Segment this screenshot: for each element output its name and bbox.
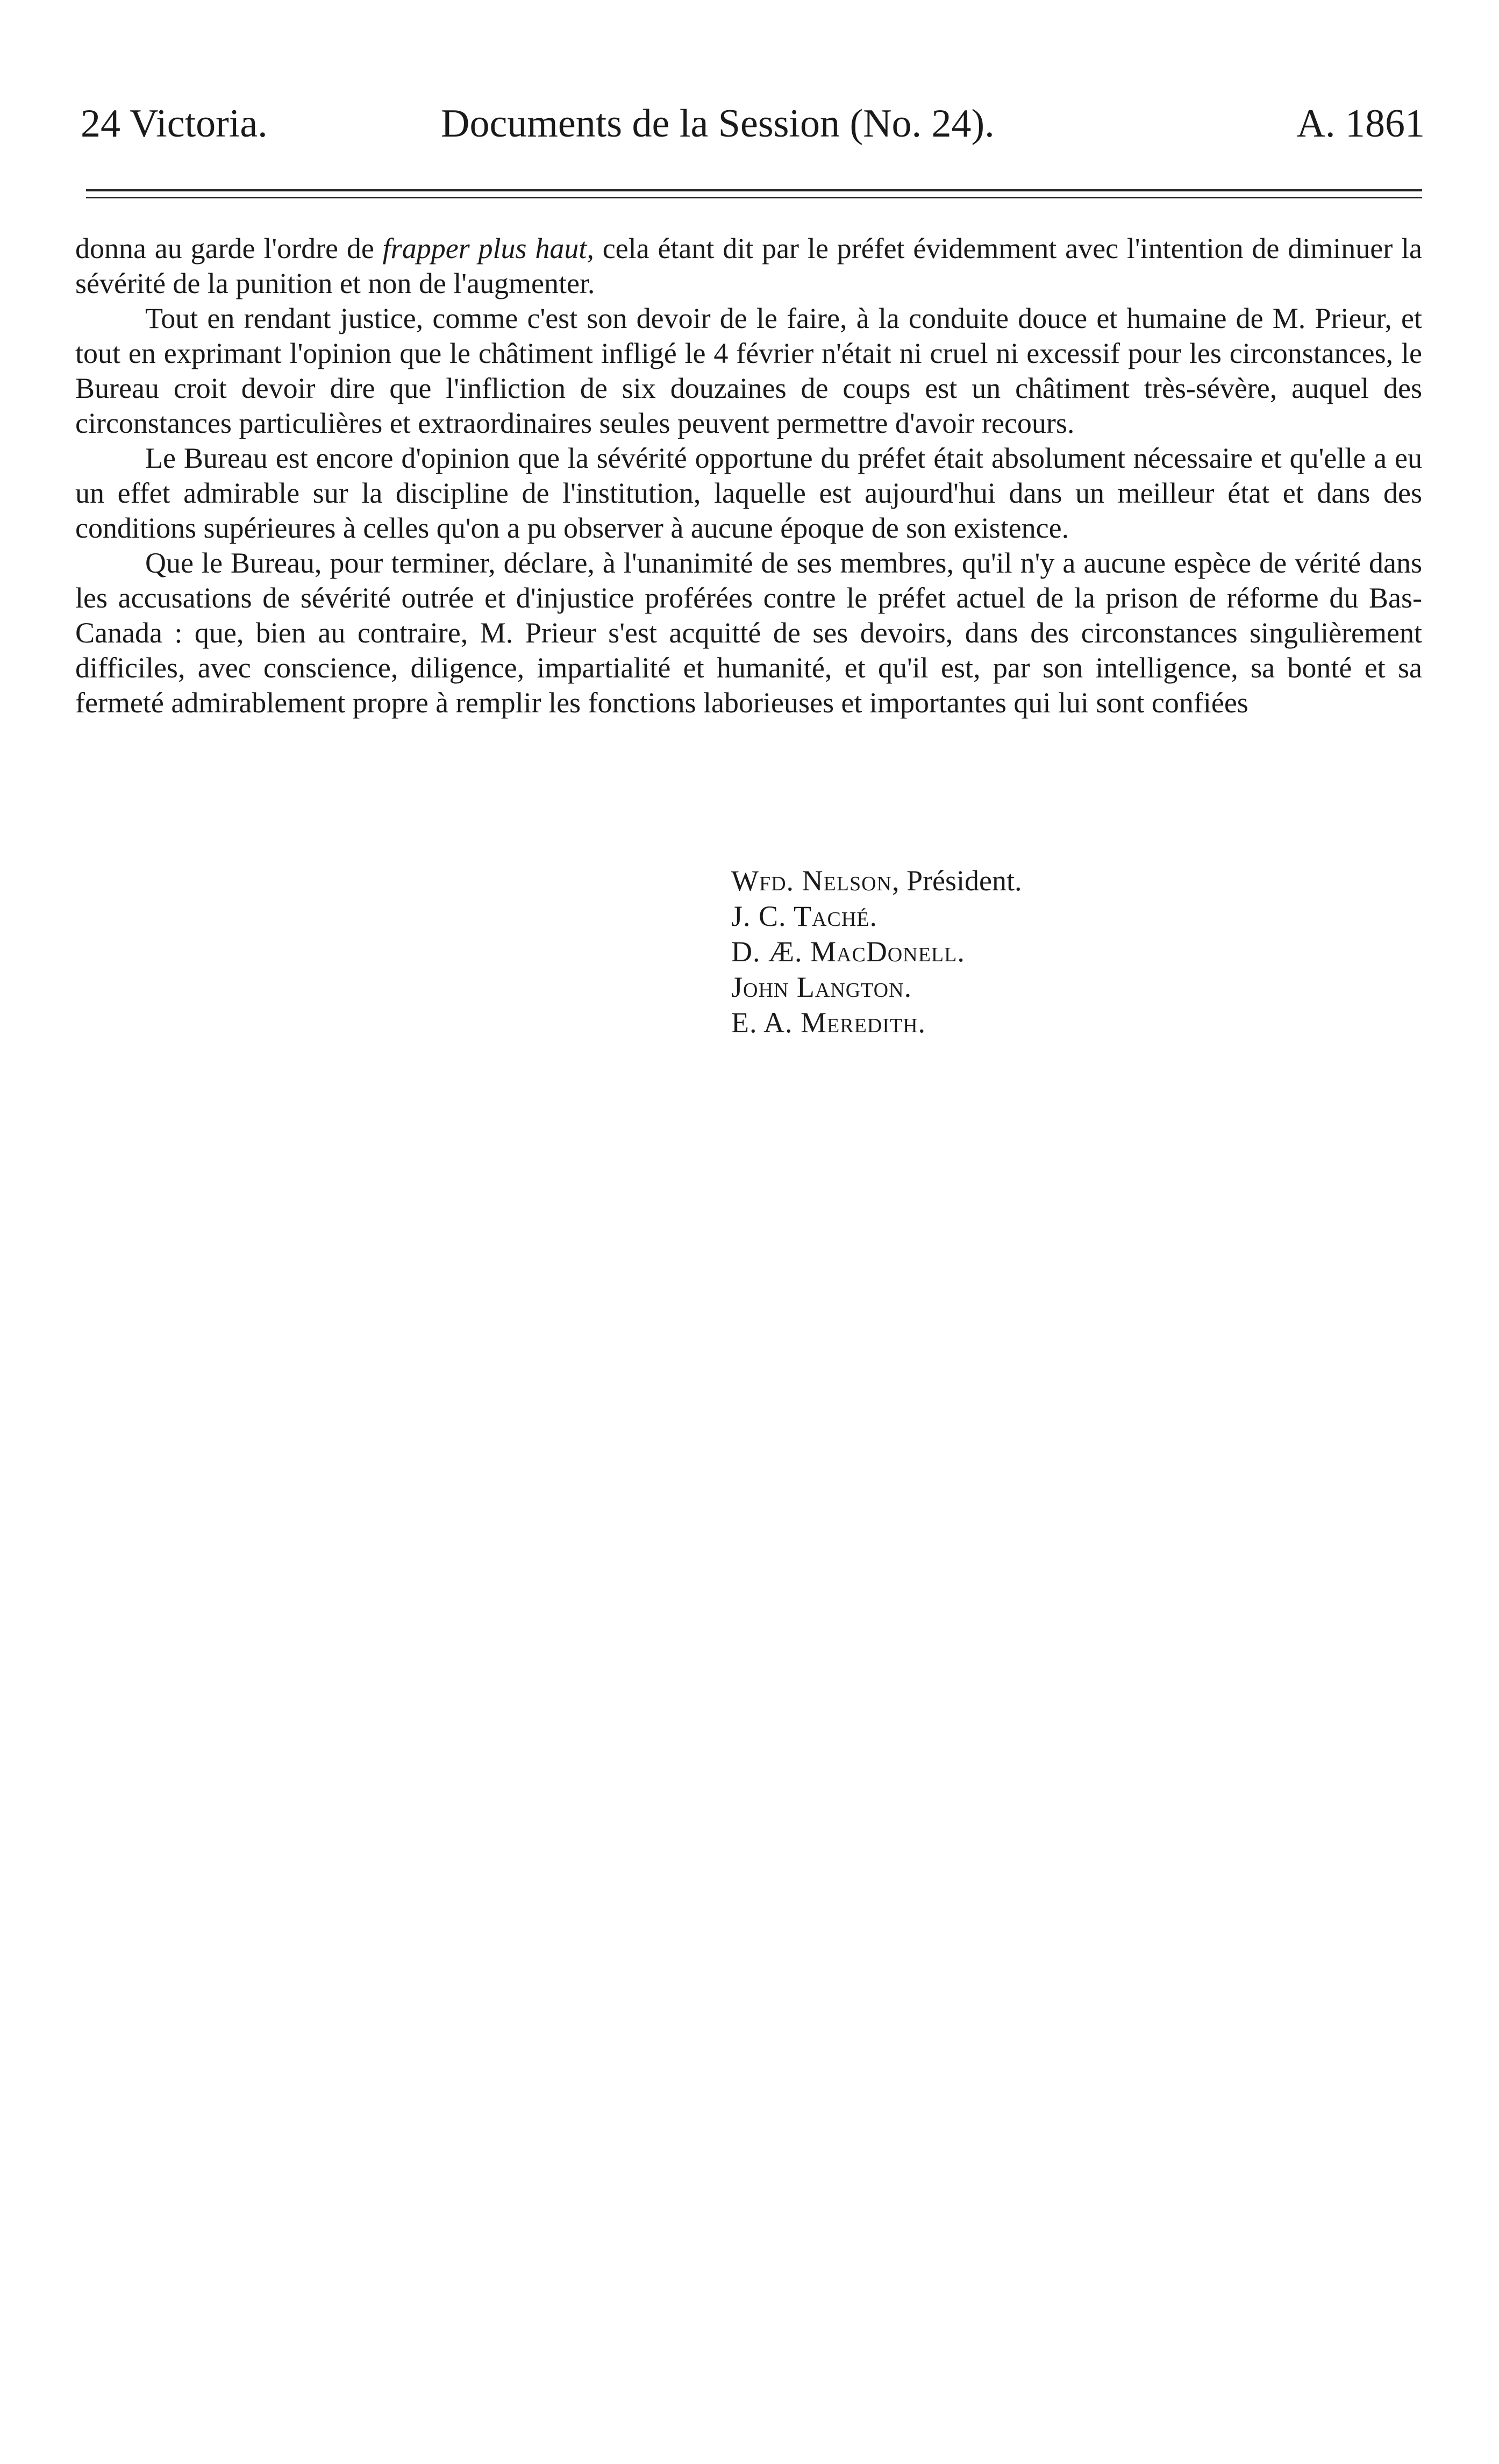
body-text [75,231,1422,720]
header-volume: 24 Victoria. [81,102,268,146]
signature-1-name: Wfd. Nelson [731,865,892,897]
signature-2 [731,898,1022,934]
signature-1 [731,863,1022,898]
paragraph-4: Que le Bureau, pour terminer, déclare, à l'unanimité de ses membres, qu'il n'y a aucune espèce de vérité dans les accusations de sévérité outrée et d'injustice proférées contre le préfet actuel de la prison de réforme du Bas-Canada : que, bien au contraire, M. Prieur s'est acquitté de ses devoirs, dans des circonstances singulièrement difficiles, avec conscience, diligence, impartialité et humanité, et qu'il est, par son intelligence, sa bonté et sa fermeté admirablement propre à remplir les fonctions laborieuses et importantes qui lui sont confiées [75,547,1422,719]
signature-4 [731,969,1022,1005]
paragraph-1-after: cela étant dit par le préfet évidemment avec l'intention de diminuer la sévérité de la punition et non de l'augmenter. [75,232,1422,299]
signature-5-name: E. A. Meredith. [731,1006,926,1039]
paragraph-1-before: donna au garde l'ordre de [75,232,383,265]
header-rule-top [86,189,1422,191]
signature-5 [731,1005,1022,1040]
signature-2-name: J. C. Taché. [731,900,877,932]
header-year: A. 1861 [1296,102,1425,146]
header-title: Documents de la Session (No. 24). [441,102,995,146]
signature-block [731,863,1022,1040]
paragraph-3: Le Bureau est encore d'opinion que la sévérité opportune du préfet était absolument nécessaire et qu'elle a eu un effet admirable sur la discipline de l'institution, laquelle est aujourd'hui dans un meilleur état et dans des conditions supérieures à celles qu'on a pu observer à aucune époque de son existence. [75,442,1422,544]
signature-1-title: , Président. [891,865,1022,897]
paragraph-2: Tout en rendant justice, comme c'est son devoir de le faire, à la conduite douce et humaine de M. Prieur, et tout en exprimant l'opinion que le châtiment infligé le 4 février n'était ni cruel ni excessif pour les circonstances, le Bureau croit devoir dire que l'infliction de six douzaines de coups est un châtiment très-sévère, auquel des circonstances particulières et extraordinaires seules peuvent permettre d'avoir recours. [75,302,1422,439]
paragraph-1 [75,231,1422,301]
signature-3 [731,934,1022,969]
signature-3-name: D. Æ. MacDonell. [731,935,965,968]
paragraph-1-italic: frapper plus haut, [382,232,594,265]
running-header [81,94,1425,153]
signature-4-name: John Langton. [731,971,912,1003]
header-rule-bottom [86,197,1422,198]
